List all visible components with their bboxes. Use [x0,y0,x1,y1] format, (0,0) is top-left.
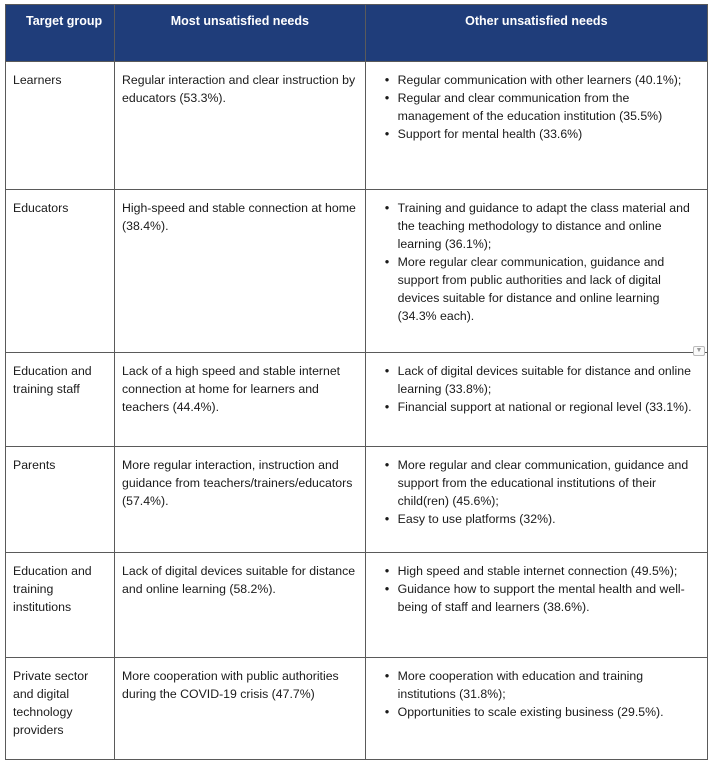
header-other-unsatisfied: Other unsatisfied needs [365,5,707,62]
other-unsatisfied-cell [365,553,707,658]
other-needs-list [373,199,701,325]
chevron-down-icon[interactable]: ▼ [693,346,705,356]
most-unsatisfied-cell: More regular interaction, instruction and guidance from teachers/trainers/educators (57.4%). [115,447,366,553]
table-header-row [6,5,708,62]
target-group-cell: Parents [6,447,115,553]
list-item: ● Lack of digital devices suitable for distance and online learning (33.8%); [398,362,701,398]
table-row [6,553,708,658]
other-needs-list [373,456,701,528]
most-unsatisfied-cell: Lack of a high speed and stable internet connection at home for learners and teachers (44.4%). [115,353,366,447]
other-needs-list [373,562,701,616]
target-group-cell: Private sector and digital technology providers [6,658,115,760]
target-group-cell: Educators [6,190,115,353]
table-row [6,62,708,190]
other-unsatisfied-cell [365,658,707,760]
other-unsatisfied-cell [365,447,707,553]
list-item: ● Training and guidance to adapt the class material and the teaching methodology to distance and online learning (36.1%); [398,199,701,253]
table-row [6,190,708,353]
table-row [6,447,708,553]
list-item: ● Regular communication with other learners (40.1%); [398,71,701,89]
list-item: ● Financial support at national or regional level (33.1%). [398,398,701,416]
other-needs-list [373,667,701,721]
list-item: ● More regular clear communication, guidance and support from public authorities and lack of digital devices suitable for distance and online learning (34.3% each). [398,253,701,325]
most-unsatisfied-cell: High-speed and stable connection at home (38.4%). [115,190,366,353]
header-most-unsatisfied: Most unsatisfied needs [115,5,366,62]
list-item: ● More regular and clear communication, guidance and support from the educational institutions of their child(ren) (45.6%); [398,456,701,510]
table-row [6,353,708,447]
list-item: ● High speed and stable internet connection (49.5%); [398,562,701,580]
list-item: ● Opportunities to scale existing business (29.5%). [398,703,701,721]
target-group-cell: Education and training institutions [6,553,115,658]
most-unsatisfied-cell: More cooperation with public authorities during the COVID-19 crisis (47.7%) [115,658,366,760]
list-item: ● Support for mental health (33.6%) [398,125,701,143]
other-unsatisfied-cell [365,62,707,190]
other-unsatisfied-cell [365,190,707,353]
other-needs-list [373,71,701,143]
list-item: ● Regular and clear communication from the management of the education institution (35.5%) [398,89,701,125]
most-unsatisfied-cell: Regular interaction and clear instruction by educators (53.3%). [115,62,366,190]
unsatisfied-needs-table [5,4,708,760]
list-item: ● More cooperation with education and training institutions (31.8%); [398,667,701,703]
target-group-cell: Learners [6,62,115,190]
other-needs-list [373,362,701,416]
header-target-group: Target group [6,5,115,62]
target-group-cell: Education and training staff [6,353,115,447]
list-item: ● Guidance how to support the mental health and well-being of staff and learners (38.6%). [398,580,701,616]
table-row [6,658,708,760]
list-item: ● Easy to use platforms (32%). [398,510,701,528]
other-unsatisfied-cell [365,353,707,447]
most-unsatisfied-cell: Lack of digital devices suitable for distance and online learning (58.2%). [115,553,366,658]
